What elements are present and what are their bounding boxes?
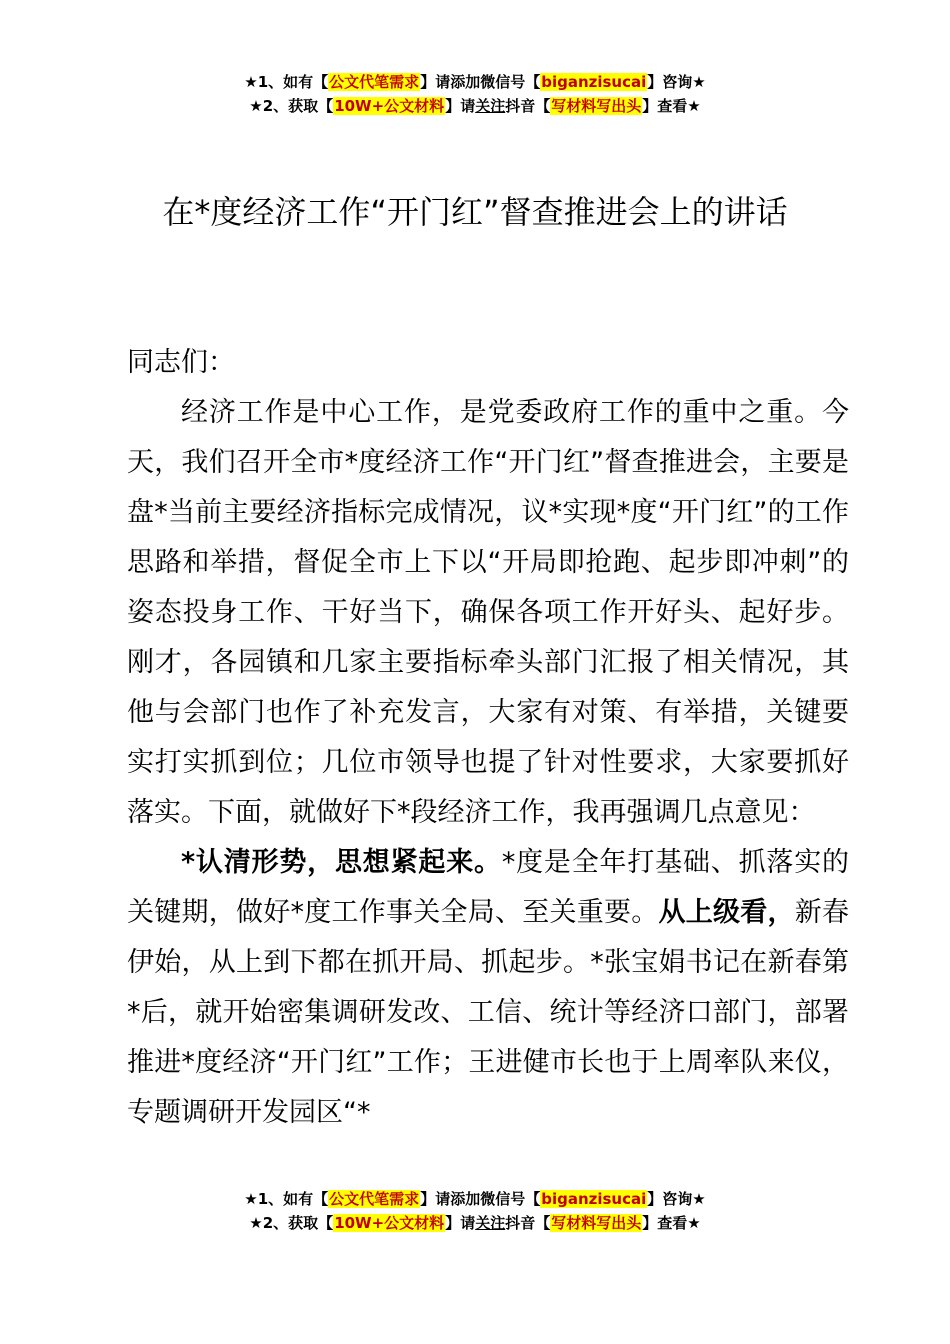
banner-text: 】咨询★ (647, 73, 706, 91)
bold-lead: 从上级看， (658, 897, 795, 928)
banner-highlight: 10W+公文材料 (334, 97, 445, 115)
banner-text: 】查看★ (642, 97, 701, 115)
banner-text: 】咨询★ (647, 1190, 706, 1208)
top-banner (0, 70, 950, 118)
banner-line-2 (0, 94, 950, 118)
banner-highlight: 公文代笔需求 (329, 1190, 420, 1208)
banner-line-1 (0, 1187, 950, 1211)
wechat-id-highlight: biganzisucai (541, 73, 647, 91)
section-heading: *认清形势，思想紧起来。 (181, 847, 502, 878)
banner-text: ★2、获取【 (249, 1214, 334, 1232)
banner-highlight: 10W+公文材料 (334, 1214, 445, 1232)
paragraph-2 (127, 838, 849, 1138)
banner-text: ★1、如有【 (244, 1190, 329, 1208)
banner-text: 】请添加微信号【 (420, 73, 541, 91)
banner-underline: 关注 (475, 97, 506, 115)
banner-line-2 (0, 1211, 950, 1235)
document-title: 在*度经济工作“开门红”督查推进会上的讲话 (162, 193, 788, 231)
banner-highlight: 写材料写出头 (551, 97, 642, 115)
banner-text: ★2、获取【 (249, 97, 334, 115)
banner-text: 】查看★ (642, 1214, 701, 1232)
banner-text: 】请添加微信号【 (420, 1190, 541, 1208)
banner-text: 抖音【 (505, 97, 551, 115)
banner-text: 】请 (445, 1214, 476, 1232)
banner-line-1 (0, 70, 950, 94)
salutation: 同志们： (127, 347, 235, 378)
banner-highlight: 公文代笔需求 (329, 73, 420, 91)
banner-highlight: 写材料写出头 (551, 1214, 642, 1232)
wechat-id-highlight: biganzisucai (541, 1190, 647, 1208)
paragraph-text: 新春伊始，从上到下都在抓开局、抓起步。*张宝娟书记在新春第*后，就开始密集调研发改、工信、统计等经济口部门，部署推进*度经济“开门红”工作；王进健市长也于上周率队来仪，专题调研开发园区“* (127, 897, 849, 1128)
paragraph-1: 经济工作是中心工作，是党委政府工作的重中之重。今天，我们召开全市*度经济工作“开门红”督查推进会，主要是盘*当前主要经济指标完成情况，议*实现*度“开门红”的工作思路和举措，督促全市上下以“开局即抢跑、起步即冲刺”的姿态投身工作、干好当下，确保各项工作开好头、起好步。刚才，各园镇和几家主要指标牵头部门汇报了相关情况，其他与会部门也作了补充发言，大家有对策、有举措，关键要实打实抓到位；几位市领导也提了针对性要求，大家要抓好落实。下面，就做好下*段经济工作，我再强调几点意见： (127, 397, 849, 828)
banner-text: 】请 (445, 97, 476, 115)
banner-text: 抖音【 (505, 1214, 551, 1232)
document-body (127, 338, 849, 1138)
banner-underline: 关注 (475, 1214, 506, 1232)
paragraph-text: *度是全年打基础、抓落实的关键期，做好*度工作事关全局、至关重要。 (127, 847, 849, 928)
bottom-banner (0, 1187, 950, 1235)
banner-text: ★1、如有【 (244, 73, 329, 91)
